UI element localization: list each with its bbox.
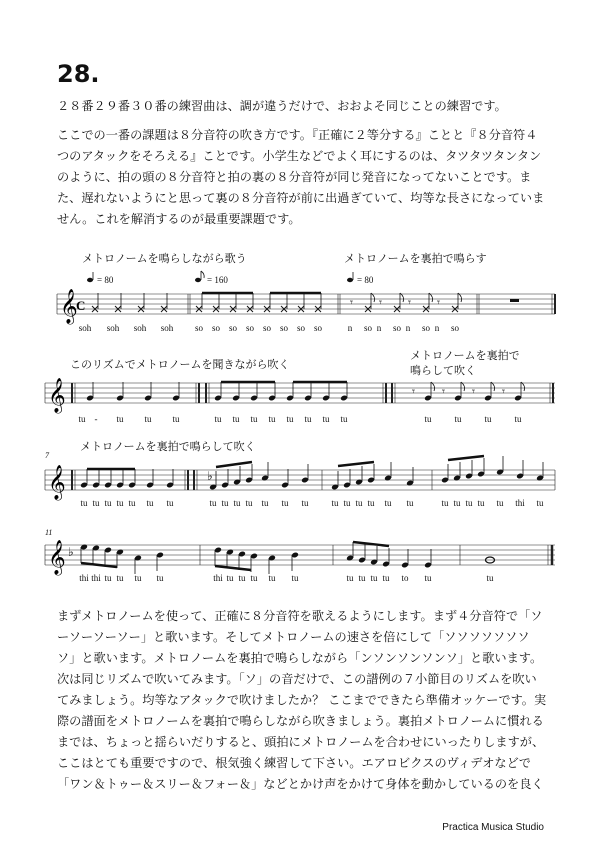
paragraph-line: ソ」と歌います。メトロノームを裏拍で鳴らしながら「ンソンソンソンソ」と歌います。 bbox=[57, 651, 543, 665]
rest-icon: 𝄾 bbox=[502, 385, 505, 398]
syllable: tu bbox=[221, 498, 229, 508]
tempo-mark-1 bbox=[87, 272, 114, 285]
tempo-3-text: = 80 bbox=[357, 275, 374, 285]
syllable: tu bbox=[92, 498, 100, 508]
intro-paragraph bbox=[57, 96, 547, 117]
tempo-1-text: = 80 bbox=[97, 275, 114, 285]
syllable: so bbox=[211, 323, 221, 333]
rest-icon: 𝄾 bbox=[408, 296, 411, 309]
paragraph-line: 際の譜面をメトロノームを裏拍で鳴らしながら吹きましょう。裏拍メトロノームに慣れる bbox=[57, 714, 544, 728]
rest-icon: 𝄾 bbox=[472, 385, 475, 398]
syllable: so bbox=[296, 323, 306, 333]
rest-icon: 𝄾 bbox=[412, 385, 415, 398]
studio-credit: Practica Musica Studio bbox=[442, 822, 544, 833]
score-row-4 bbox=[45, 528, 555, 583]
syllable: tu bbox=[536, 498, 544, 508]
paragraph-line: ーソーソーソー」と歌います。そしてメトロノームの速さを倍にして「ソソソソソソソ bbox=[57, 630, 530, 644]
syllable: thi bbox=[515, 498, 525, 508]
syllable: tu bbox=[261, 498, 269, 508]
syllable: tu bbox=[496, 498, 504, 508]
syllable: tu bbox=[346, 573, 354, 583]
syllable: tu bbox=[424, 414, 432, 424]
flat-icon: ♭ bbox=[68, 545, 74, 559]
syllable: n bbox=[434, 323, 440, 333]
flag bbox=[371, 293, 375, 302]
tempo-mark-3 bbox=[347, 272, 374, 285]
syllable: tu bbox=[214, 414, 222, 424]
beam bbox=[338, 462, 374, 466]
explanation-paragraph bbox=[57, 125, 547, 230]
row2-syllables bbox=[78, 414, 522, 424]
syllable: tu bbox=[104, 573, 112, 583]
syllable: tu bbox=[116, 414, 124, 424]
syllable: soh bbox=[106, 323, 120, 333]
measure-number-7: 7 bbox=[45, 451, 49, 460]
syllable: tu bbox=[238, 573, 246, 583]
syllable: tu bbox=[454, 414, 462, 424]
syllable: - bbox=[94, 414, 98, 424]
measure-number-11: 11 bbox=[45, 528, 53, 537]
syllable: tu bbox=[233, 498, 241, 508]
syllable: thi bbox=[79, 573, 89, 583]
syllable: tu bbox=[268, 573, 276, 583]
syllable: tu bbox=[343, 498, 351, 508]
syllable: so bbox=[421, 323, 431, 333]
flag bbox=[429, 293, 433, 302]
syllable: tu bbox=[441, 498, 449, 508]
syllable: tu bbox=[301, 498, 309, 508]
rest-icon: 𝄾 bbox=[350, 296, 353, 309]
syllable: n bbox=[376, 323, 382, 333]
paragraph-line: ここでの一番の課題は８分音符の吹き方です。『正確に２等分する』ことと『８分音符４ bbox=[57, 128, 538, 142]
exercise-number: 28. bbox=[57, 60, 100, 88]
syllable: so bbox=[363, 323, 373, 333]
row2-caption-left: このリズムでメトロノームを聞きながら吹く bbox=[70, 358, 290, 371]
flag bbox=[521, 382, 525, 391]
syllable: to bbox=[401, 573, 409, 583]
syllable: tu bbox=[331, 498, 339, 508]
beam bbox=[215, 566, 251, 570]
paragraph-line: ここはとても重要ですので、根気強く練習して下さい。エアロビクスのヴィデオなどで bbox=[57, 756, 531, 770]
treble-clef-icon: 𝄞 bbox=[48, 378, 66, 413]
syllable: tu bbox=[116, 498, 124, 508]
syllable: tu bbox=[104, 498, 112, 508]
syllable: soh bbox=[133, 323, 147, 333]
rest-icon: 𝄾 bbox=[437, 296, 440, 309]
syllable: tu bbox=[250, 414, 258, 424]
syllable: tu bbox=[322, 414, 330, 424]
syllable: tu bbox=[78, 414, 86, 424]
syllable: tu bbox=[172, 414, 180, 424]
syllable: so bbox=[279, 323, 289, 333]
syllable: n bbox=[405, 323, 411, 333]
syllable: so bbox=[262, 323, 272, 333]
syllable: so bbox=[228, 323, 238, 333]
score-row-1 bbox=[57, 251, 555, 333]
beam bbox=[448, 456, 484, 460]
syllable: tu bbox=[291, 573, 299, 583]
syllable: thi bbox=[213, 573, 223, 583]
common-time-icon: C bbox=[76, 298, 86, 313]
syllable: so bbox=[194, 323, 204, 333]
syllable: tu bbox=[384, 498, 392, 508]
syllable: tu bbox=[406, 498, 414, 508]
practice-paragraph bbox=[57, 606, 547, 795]
flag bbox=[458, 293, 462, 302]
paragraph-line: まずメトロノームを使って、正確に８分音符を歌えるようにします。まず４分音符で「ソ bbox=[57, 609, 543, 623]
treble-clef-icon: 𝄞 bbox=[60, 289, 78, 324]
syllable: tu bbox=[304, 414, 312, 424]
syllable: tu bbox=[268, 414, 276, 424]
rest-icon: 𝄾 bbox=[442, 385, 445, 398]
syllable: tu bbox=[424, 573, 432, 583]
treble-clef-icon: 𝄞 bbox=[48, 540, 66, 575]
flag bbox=[491, 382, 495, 391]
row2-caption-right-2: 鳴らして吹く bbox=[410, 364, 476, 377]
syllable: tu bbox=[156, 573, 164, 583]
beam bbox=[353, 542, 389, 546]
staff-2 bbox=[45, 383, 555, 403]
syllable: tu bbox=[281, 498, 289, 508]
syllable: tu bbox=[370, 573, 378, 583]
syllable: tu bbox=[134, 573, 142, 583]
flag bbox=[400, 293, 404, 302]
syllable: tu bbox=[144, 414, 152, 424]
syllable: tu bbox=[116, 573, 124, 583]
music-score bbox=[0, 240, 600, 600]
syllable: tu bbox=[250, 573, 258, 583]
row1-syllables bbox=[79, 323, 460, 333]
paragraph-line: までは、ちょっと揺らいだりすると、頭拍にメトロノームを合わせにいったりしますが、 bbox=[57, 735, 545, 749]
paragraph-line: のように、拍の頭の８分音符と拍の裏の８分音符が同じ発音になってないことです。ま bbox=[57, 170, 532, 184]
syllable: tu bbox=[209, 498, 217, 508]
flag bbox=[431, 382, 435, 391]
syllable: tu bbox=[286, 414, 294, 424]
whole-rest-icon bbox=[510, 299, 519, 302]
syllable: so bbox=[392, 323, 402, 333]
syllable: so bbox=[313, 323, 323, 333]
tempo-2-text: = 160 bbox=[207, 275, 228, 285]
row3-caption: メトロノームを裏拍で鳴らして吹く bbox=[80, 440, 256, 453]
syllable: tu bbox=[367, 498, 375, 508]
syllable: tu bbox=[477, 498, 485, 508]
row4-syllables bbox=[79, 573, 494, 583]
syllable: tu bbox=[146, 498, 154, 508]
syllable: tu bbox=[232, 414, 240, 424]
row2-notes bbox=[86, 382, 524, 401]
intro-line: ２８番２９番３０番の練習曲は、調が違うだけで、おおよそ同じことの練習です。 bbox=[57, 99, 507, 113]
paragraph-line: つのアタックをそろえる』ことです。小学生などでよく耳にするのは、タツタツタンタン bbox=[57, 149, 542, 163]
tempo-mark-2 bbox=[195, 271, 228, 285]
staff-4 bbox=[45, 545, 555, 565]
beam bbox=[216, 462, 252, 467]
row2-caption-right-1: メトロノームを裏拍で bbox=[410, 349, 520, 362]
syllable: tu bbox=[128, 498, 136, 508]
syllable: thi bbox=[91, 573, 101, 583]
syllable: tu bbox=[382, 573, 390, 583]
syllable: tu bbox=[245, 498, 253, 508]
treble-clef-icon: 𝄞 bbox=[48, 465, 66, 500]
syllable: n bbox=[347, 323, 353, 333]
syllable: soh bbox=[78, 323, 92, 333]
staff-1 bbox=[57, 294, 555, 314]
syllable: tu bbox=[355, 498, 363, 508]
syllable: so bbox=[245, 323, 255, 333]
flag bbox=[461, 382, 465, 391]
syllable: tu bbox=[80, 498, 88, 508]
syllable: tu bbox=[484, 414, 492, 424]
syllable: tu bbox=[453, 498, 461, 508]
row1-caption-right: メトロノームを裏拍で鳴らす bbox=[344, 252, 487, 265]
paragraph-line: た、遅れないようにと思って裏の８分音符が前に出過ぎていて、均等な長さになっていま bbox=[57, 191, 545, 205]
syllable: tu bbox=[514, 414, 522, 424]
row1-caption-left: メトロノームを鳴らしながら歌う bbox=[82, 252, 247, 265]
row3-syllables bbox=[80, 498, 544, 508]
paragraph-line: 次は同じリズムで吹いてみます。「ソ」の音だけで、この譜例の７小節目のリズムを吹い bbox=[57, 672, 537, 686]
syllable: soh bbox=[160, 323, 174, 333]
syllable: tu bbox=[340, 414, 348, 424]
syllable: so bbox=[450, 323, 460, 333]
syllable: tu bbox=[465, 498, 473, 508]
score-row-2 bbox=[45, 348, 555, 424]
paragraph-line: てみましょう。均等なアタックで吹けましたか？ ここまでできたら準備オッケーです。実 bbox=[57, 693, 547, 707]
syllable: tu bbox=[226, 573, 234, 583]
paragraph-line: 「ワン＆トゥー＆スリー＆フォー＆」などとかけ声をかけて身体を動かしているのを良く bbox=[57, 777, 544, 791]
syllable: tu bbox=[486, 573, 494, 583]
score-row-3 bbox=[45, 439, 555, 508]
syllable: tu bbox=[358, 573, 366, 583]
row4-notes bbox=[80, 542, 494, 574]
syllable: tu bbox=[166, 498, 174, 508]
flat-icon: ♭ bbox=[207, 469, 213, 483]
paragraph-line: せん。これを解消するのが最重要課題です。 bbox=[57, 212, 301, 226]
rest-icon: 𝄾 bbox=[379, 296, 382, 309]
